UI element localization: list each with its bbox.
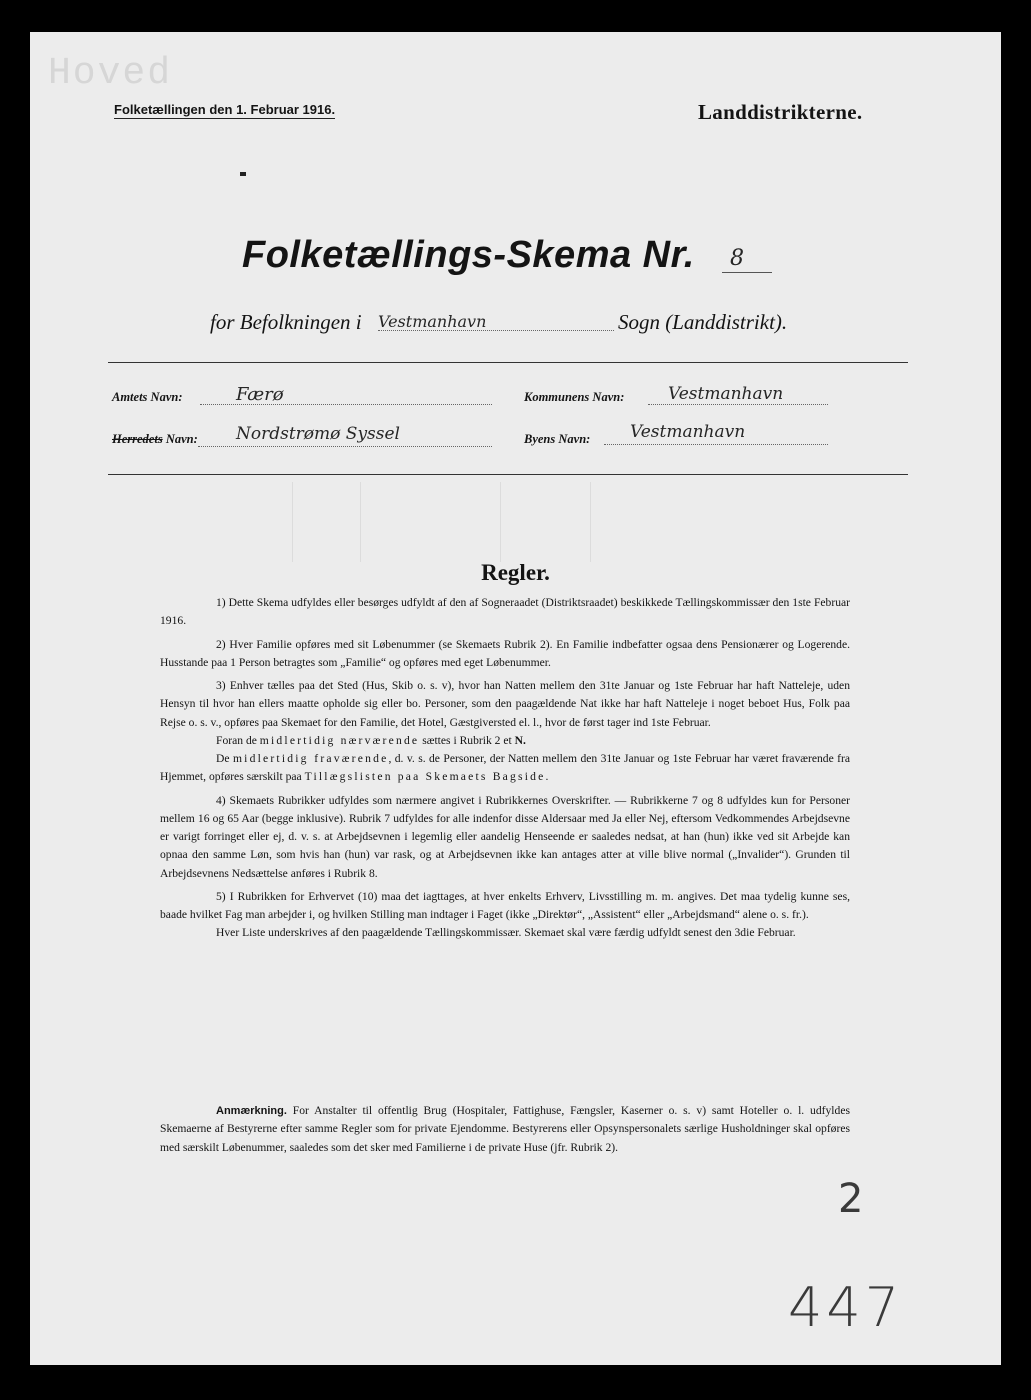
rule-3-present-mark: N.: [514, 733, 526, 747]
rule-3-absent-spaced-2: Tillægslisten paa Skemaets Bagside: [304, 770, 546, 784]
by-label: Byens Navn:: [524, 432, 591, 446]
bleed-through-text: Hoved: [48, 52, 173, 95]
rule-3-absent-end: .: [545, 770, 549, 784]
subtitle-prefix: for Befolkningen i: [210, 310, 362, 334]
rule-4: 4) Skemaets Rubrikker udfyldes som nærmere angivet i Rubrikkernes Overskrifter. — Rubrikkerne 7 og 8 udfyldes kun for Personer mellem 16 og 65 Aar (begge inklusive). Rubrik 7 udfyldes for alle indenfor disse Aldersaar med Ja eller Nej, eftersom Vedkommendes Arbejdsevne er varigt forringet eller ej, d. v. s. at Arbejdsevnen i legemlig eller aandelig Henseende er saaledes nedsat, at han (hun) ikke ved sit Arbejde kan opnaa den samme Løn, som hvis han (hun) var rask, og at Arbejdsevnen ikke kan antages atter at ville blive normal („Invalider“). Grunden til Arbejdsevnens Nedsættelse anføres i Rubrik 8.: [160, 793, 850, 880]
form-number: 8: [730, 246, 744, 271]
kommune-label: Kommunens Navn:: [524, 390, 625, 404]
rule-3-absent: [160, 750, 850, 787]
rule-3-absent-pre: De: [216, 752, 230, 765]
ink-dash: [240, 172, 246, 176]
rule-3-present-spaced: midlertidig nærværende: [259, 733, 420, 747]
subtitle-suffix: Sogn (Landdistrikt).: [618, 310, 788, 334]
form-number-line: [722, 272, 772, 273]
district-type-header: Landdistrikterne.: [698, 100, 863, 124]
herred-value: Nordstrømø Syssel: [236, 424, 400, 444]
rule-3-present: [160, 732, 850, 750]
herred-label: [112, 432, 198, 447]
herred-label-rest: Navn:: [165, 432, 198, 446]
amt-dots: [200, 404, 492, 405]
bleed-line: [590, 482, 591, 562]
form-title: Folketællings-Skema Nr.: [242, 234, 695, 276]
census-form-page: [30, 32, 1001, 1365]
bleed-line: [500, 482, 501, 562]
rule-3-absent-spaced: midlertidig fraværende: [232, 752, 389, 765]
divider-bottom: [108, 474, 908, 475]
handwritten-mark-447: 447: [788, 1276, 904, 1339]
bleed-line: [292, 482, 293, 562]
rule-5: 5) I Rubrikken for Erhvervet (10) maa det iagttages, at hver enkelts Erhverv, Livsstilling m. m. angives. Det maa tydelig kunne ses, baade hvilket Fag man arbejder i, og hvilken Stilling man indtager i Faget (ikke „Direktør“, „Assistent“ eller „Arbejdsmand“ alene o. s. fr.).: [160, 889, 850, 921]
kommune-value: Vestmanhavn: [668, 384, 784, 404]
rule-6: Hver Liste underskrives af den paagældende Tællingskommissær. Skemaet skal være færdig udfyldt senest den 3die Februar.: [216, 926, 796, 940]
annotation: [160, 1102, 850, 1157]
parish-name: Vestmanhavn: [378, 312, 487, 331]
divider-top: [108, 362, 908, 363]
herred-label-struck: Herredets: [112, 432, 163, 446]
rule-2: 2) Hver Familie opføres med sit Løbenummer (se Skemaets Rubrik 2). En Familie indbefatter ogsaa dens Pensionærer og Logerende. Husstande paa 1 Person betragtes som „Familie“ og opføres med eget Løbenummer.: [160, 637, 850, 669]
parish-dots: [378, 330, 614, 331]
kommune-dots: [648, 404, 828, 405]
bleed-line: [360, 482, 361, 562]
rules-heading: Regler.: [481, 560, 550, 585]
by-dots: [604, 444, 828, 445]
by-value: Vestmanhavn: [630, 422, 746, 442]
rule-1: 1) Dette Skema udfyldes eller besørges udfyldt af den af Sogneraadet (Distriktsraadet) beskikkede Tællingskommissær den 1ste Februar 1916.: [160, 596, 850, 628]
rule-3-present-pre: Foran de: [216, 733, 257, 747]
annotation-label: Anmærkning.: [216, 1105, 287, 1117]
herred-dots: [198, 446, 492, 447]
amt-label: Amtets Navn:: [112, 390, 183, 404]
rules-body: [160, 594, 850, 948]
annotation-paragraph: [160, 1102, 850, 1157]
handwritten-mark-2: 2: [838, 1176, 864, 1222]
rule-3-absent-mid: , d. v. s. de Personer, der Natten mellem den 31te Januar og 1ste Februar har været fraværende fra Hjemmet, opføres særskilt paa: [160, 752, 850, 784]
census-date-header: Folketællingen den 1. Februar 1916.: [114, 102, 336, 117]
annotation-text: For Anstalter til offentlig Brug (Hospitaler, Fattighuse, Fængsler, Kaserner o. s. v) samt Hoteller o. l. udfyldes Skemaerne af Bestyrerne efter samme Regler som for private Ejendomme. Bestyrerens eller Opsynspersonalets særlige Husholdninger skal opføres med særskilt Løbenummer, saaledes som det sker med Familierne i de private Huse (jfr. Rubrik 2).: [160, 1104, 850, 1154]
rule-3: 3) Enhver tælles paa det Sted (Hus, Skib o. s. v), hvor han Natten mellem den 31te Januar og 1ste Februar har haft Natteleje, uden Hensyn til hvor han ellers maatte opholde sig eller bo. Personer, som den paagældende Nat ikke har haft Natteleje i noget beboet Hus, Folk paa Rejse o. s. v., opføres paa Skemaet for den Familie, det Hotel, Gæstgiversted el. l., hvor de først tager ind 1ste Februar.: [160, 679, 850, 729]
rule-3-present-post: sættes i Rubrik 2 et: [422, 733, 512, 747]
amt-value: Færø: [236, 384, 284, 405]
